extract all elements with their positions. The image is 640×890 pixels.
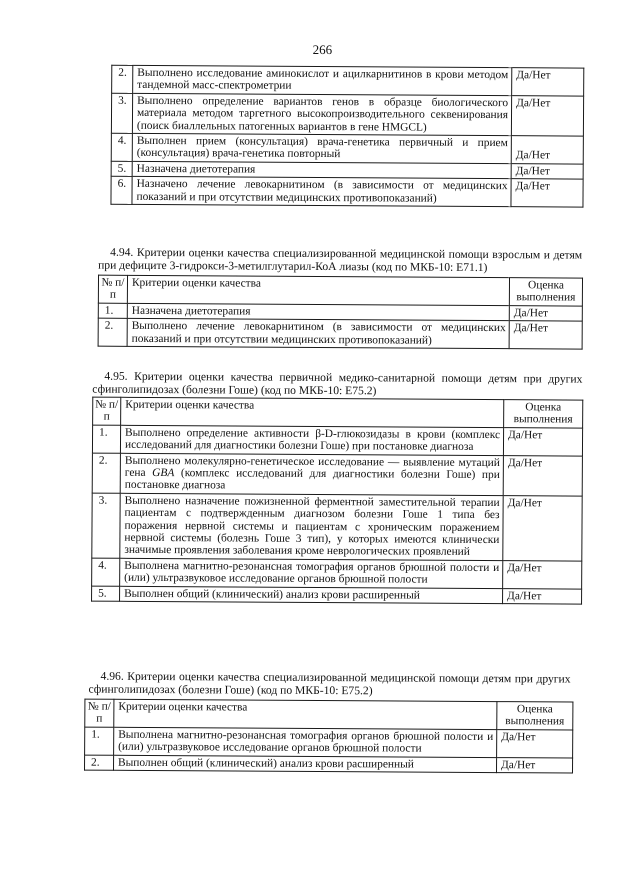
- answer-cell: Да/Нет: [511, 179, 583, 207]
- criterion-text-part: Выполнено молекулярно-генетическое исследование — выявление мутаций гена: [124, 454, 500, 480]
- criterion-text: Назначено лечение левокарнитином (в зависимости от медицинских показаний и при отсутствии медицинских противопоказаний): [132, 177, 511, 207]
- answer-cell: Да/Нет: [497, 729, 573, 757]
- answer-cell: Да/Нет: [509, 321, 582, 349]
- row-number: 2.: [92, 453, 120, 493]
- criterion-text: Выполнен прием (консультация) врача-генетика первичный и прием (консультация) врача-генетика повторный: [132, 133, 511, 163]
- criteria-table-4-94: [98, 275, 583, 350]
- table-row: [92, 558, 582, 589]
- table-header-row: [85, 699, 573, 730]
- column-header-number: № п/п: [93, 397, 121, 425]
- row-number: 1.: [85, 727, 114, 755]
- criterion-text: Назначена диетотерапия: [132, 161, 511, 179]
- answer-cell: Да/Нет: [503, 427, 582, 455]
- table-row: [92, 586, 582, 604]
- answer-cell: Да/Нет: [503, 560, 582, 588]
- answer-cell: Да/Нет: [503, 588, 582, 604]
- criteria-table-4-95: [91, 397, 583, 605]
- table-row: [111, 176, 583, 207]
- criterion-text: Выполнена магнитно-резонансная томография органов брюшной полости и (или) ультразвуковое исследование органов брюшной полости: [114, 727, 497, 757]
- criterion-text: Выполнено лечение левокарнитином (в зависимости от медицинских показаний и при отсутствии медицинских противопоказаний): [127, 319, 509, 349]
- column-header-criteria: Критерии оценки качества: [121, 397, 504, 427]
- row-number: 5.: [111, 161, 132, 177]
- column-header-assessment: Оценка выполнения: [497, 702, 573, 730]
- criterion-text: Выполнено исследование аминокислот и ацилкарнитинов в крови методом тандемной масс-спектрометрии: [133, 65, 512, 95]
- table-row: [85, 727, 573, 758]
- row-number: 3.: [92, 493, 120, 558]
- criterion-text: Выполнено назначение пожизненной ферментной заместительной терапии пациентам с подтвержденным диагнозом болезни Гоше 1 типа без поражения нервной системы и пациентам с хроническим поражением нервной системы (болезнь Гоше 3 тип), у которых имеются клинически значимые проявления заболевания кроме неврологических проявлений: [120, 493, 503, 560]
- table-row: [85, 755, 573, 773]
- answer-cell: Да/Нет: [511, 95, 583, 136]
- row-number: 4.: [111, 133, 132, 161]
- table-row: [111, 133, 583, 164]
- answer-cell: Да/Нет: [511, 164, 583, 180]
- table-row: [112, 65, 584, 96]
- row-number: 5.: [92, 586, 120, 602]
- answer-cell: Да/Нет: [503, 455, 582, 496]
- row-number: 3.: [111, 93, 132, 133]
- row-number: 1.: [92, 425, 120, 453]
- table-header-row: [98, 275, 582, 306]
- answer-cell: Да/Нет: [512, 68, 584, 96]
- criterion-text: Выполнено определение вариантов генов в образце биологического материала методом таргетного высокопроизводительного секвенирования (поиск биаллельных патогенных вариантов в гене HMGCL): [132, 93, 511, 136]
- section-heading-4-94: 4.94. Критерии оценки качества специализированной медицинской помощи взрослым и детям при дефиците 3-гидрокси-3-метилглутарил-КоА лиазы (код по МКБ-10: E71.1): [98, 245, 583, 274]
- criterion-text: Назначена диетотерапия: [127, 303, 509, 321]
- gene-name: GBA: [152, 467, 175, 480]
- table-row: [92, 493, 582, 561]
- answer-cell: Да/Нет: [511, 136, 583, 164]
- criterion-text: [120, 453, 503, 496]
- answer-cell: Да/Нет: [503, 495, 582, 561]
- row-number: 4.: [92, 558, 120, 586]
- table-row: [98, 318, 582, 349]
- criterion-text: Выполнено определение активности β-D-глюкозидазы в крови (комплекс исследований для диагностики болезни Гоше) при постановке диагноза: [120, 425, 503, 455]
- page-number: 266: [312, 41, 333, 58]
- row-number: 1.: [98, 303, 127, 319]
- table-row: [111, 93, 583, 136]
- table-row: [92, 425, 582, 456]
- section-heading-4-96: 4.96. Критерии оценки качества специализированной медицинской помощи детям при других сфинголипидозах (болезни Гоше) (код по МКБ-10: E75.2): [88, 669, 571, 697]
- column-header-assessment: Оценка выполнения: [504, 400, 583, 428]
- column-header-criteria: Критерии оценки качества: [114, 699, 497, 729]
- criterion-text: Выполнен общий (клинический) анализ крови расширенный: [114, 755, 497, 773]
- criterion-text: Выполнена магнитно-резонансная томография органов брюшной полости и (или) ультразвуковое исследование органов брюшной полости: [120, 558, 503, 588]
- criterion-text-part: (комплекс исследований для диагностики болезни Гоше) при постановке диагноза: [124, 467, 500, 492]
- column-header-assessment: Оценка выполнения: [509, 278, 582, 306]
- answer-cell: Да/Нет: [509, 305, 582, 321]
- answer-cell: Да/Нет: [496, 757, 572, 773]
- table-header-row: [93, 397, 583, 428]
- criteria-table-4-96: [84, 699, 573, 774]
- row-number: 2.: [85, 755, 114, 771]
- column-header-number: № п/п: [98, 275, 127, 303]
- section-heading-4-95: 4.95. Критерии оценки качества первичной медико-санитарной помощи детям при других сфинголипидозах (болезни Гоше) (код по МКБ-10: E75.2): [92, 369, 583, 397]
- row-number: 2.: [98, 318, 127, 346]
- column-header-criteria: Критерии оценки качества: [127, 275, 509, 305]
- criterion-text: Выполнен общий (клинический) анализ крови расширенный: [120, 586, 503, 604]
- column-header-number: № п/п: [85, 699, 114, 727]
- row-number: 6.: [111, 176, 132, 204]
- criteria-table-continued: [110, 65, 584, 208]
- table-row: [92, 453, 582, 496]
- row-number: 2.: [112, 65, 133, 93]
